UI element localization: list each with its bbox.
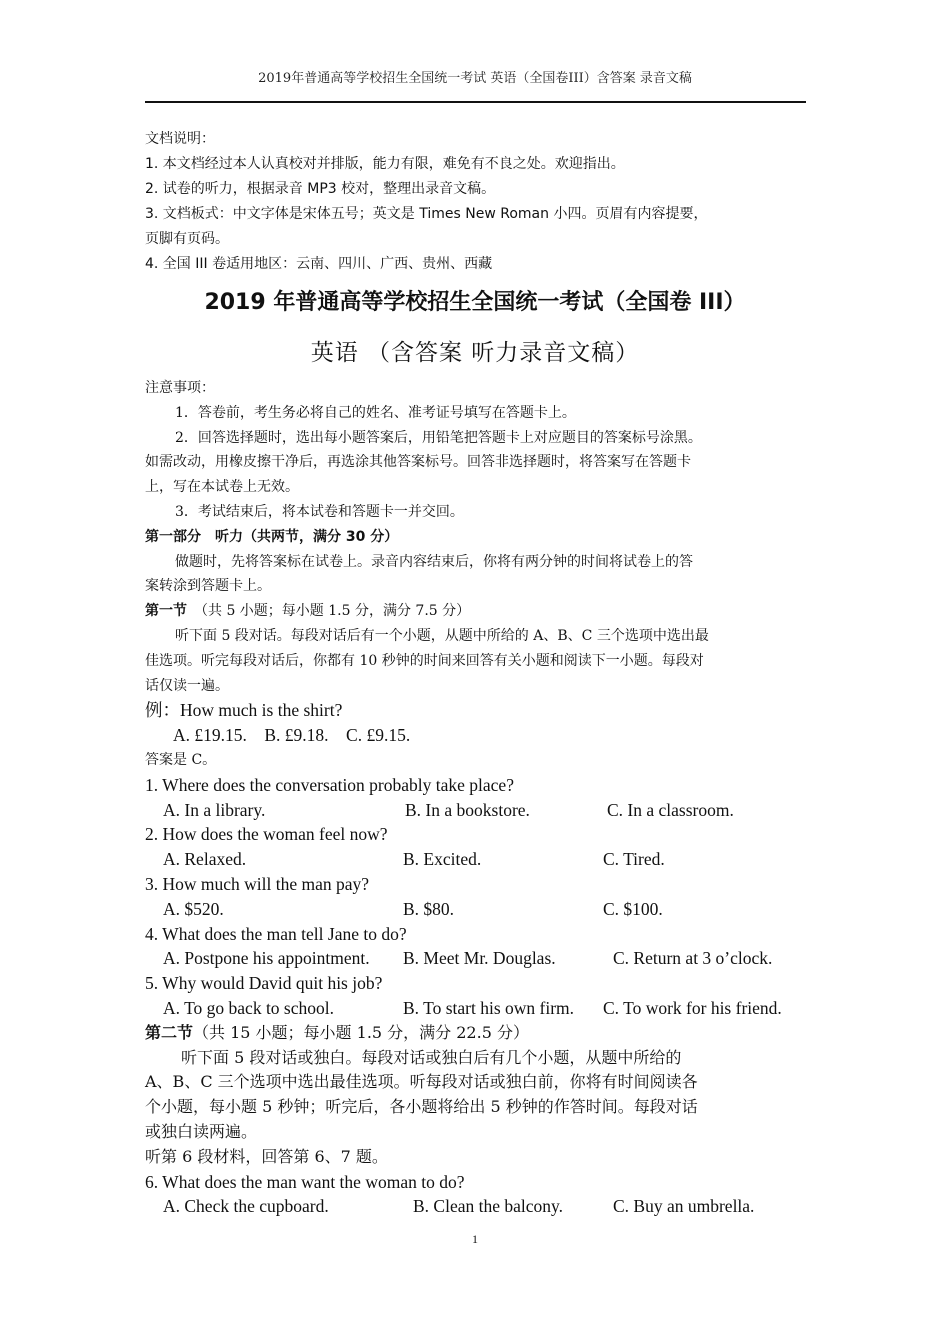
- section2-desc: 听下面 5 段对话或独白。每段对话或独白后有几个小题，从题中所给的: [181, 1047, 682, 1067]
- question-options: [145, 1194, 806, 1219]
- notes-item: 页脚有页码。: [145, 231, 229, 247]
- example-answer: 答案是 C。: [145, 751, 217, 768]
- section2-material: 听第 6 段材料，回答第 6、7 题。: [145, 1146, 388, 1166]
- example-question: 例：How much is the shirt?: [145, 700, 343, 721]
- question-text: 1. Where does the conversation probably take place?: [145, 774, 514, 795]
- option-a: A. $520.: [163, 898, 224, 919]
- document-subtitle: 英语 （含答案 听力录音文稿）: [310, 340, 640, 366]
- notes-item: 2. 试卷的听力，根据录音 MP3 校对，整理出录音文稿。: [145, 181, 496, 197]
- question-text: 2. How does the woman feel now?: [145, 824, 388, 845]
- page-number: 1: [472, 1232, 478, 1246]
- part1-desc: 做题时，先将答案标在试卷上。录音内容结束后，你将有两分钟的时间将试卷上的答: [175, 553, 693, 570]
- section1-desc: 听下面 5 段对话。每段对话后有一个小题，从题中所给的 A、B、C 三个选项中选出最: [175, 627, 709, 644]
- option-a: A. Check the cupboard.: [163, 1196, 329, 1217]
- option-c: C. To work for his friend.: [603, 997, 782, 1018]
- question-text: 6. What does the man want the woman to do?: [145, 1171, 465, 1192]
- section1-heading-note: （共 5 小题；每小题 1.5 分，满分 7.5 分）: [187, 603, 471, 620]
- page-header: 2019年普通高等学校招生全国统一考试 英语（全国卷III）含答案 录音文稿: [258, 71, 692, 86]
- section2-desc: 个小题，每小题 5 秒钟；听完后，各小题将给出 5 秒钟的作答时间。每段对话: [145, 1097, 698, 1117]
- question-text: 4. What does the man tell Jane to do?: [145, 923, 407, 944]
- question-text: 3. How much will the man pay?: [145, 873, 370, 894]
- notes-item: 3. 文档板式：中文字体是宋体五号；英文是 Times New Roman 小四。页眉有内容提要，: [145, 206, 708, 222]
- notes-item: 1. 本文档经过本人认真校对并排版，能力有限，难免有不良之处。欢迎指出。: [145, 156, 625, 172]
- question-options: [145, 798, 806, 823]
- question-options: [145, 996, 806, 1021]
- section2-desc: 或独白读两遍。: [145, 1121, 258, 1141]
- part1-desc: 案转涂到答题卡上。: [145, 578, 271, 595]
- question-text: 5. Why would David quit his job?: [145, 973, 383, 994]
- option-c: C. $100.: [603, 898, 663, 919]
- part1-heading: 第一部分 听力（共两节，满分 30 分）: [145, 528, 399, 545]
- section1-desc: 话仅读一遍。: [145, 677, 229, 694]
- section2-heading-note: （共 15 小题；每小题 1.5 分，满分 22.5 分）: [193, 1022, 529, 1042]
- instruction-line: 2．回答选择题时，选出每小题答案后，用铅笔把答题卡上对应题目的答案标号涂黑。: [175, 429, 702, 446]
- document-notes: [145, 127, 806, 277]
- option-a: A. To go back to school.: [163, 997, 335, 1018]
- section1-heading: 第一节: [145, 603, 187, 620]
- example-options: A. £19.15. B. £9.18. C. £9.15.: [173, 725, 411, 746]
- option-b: B. $80.: [403, 898, 455, 919]
- option-c: C. Return at 3 o’clock.: [613, 948, 773, 969]
- option-b: B. To start his own firm.: [403, 997, 575, 1018]
- question-options: [145, 946, 806, 971]
- section1-heading-line: [145, 599, 806, 624]
- notes-title: 文档说明：: [145, 131, 215, 147]
- question-options: [145, 847, 806, 872]
- instruction-line: 1．答卷前，考生务必将自己的姓名、准考证号填写在答题卡上。: [175, 404, 576, 421]
- option-a: A. Relaxed.: [163, 849, 247, 870]
- instruction-line: 如需改动，用橡皮擦干净后，再选涂其他答案标号。回答非选择题时，将答案写在答题卡: [145, 454, 691, 471]
- option-c: C. Tired.: [603, 849, 665, 870]
- option-b: B. Excited.: [403, 849, 482, 870]
- option-a: A. Postpone his appointment.: [163, 948, 370, 969]
- option-b: B. Clean the balcony.: [413, 1196, 564, 1217]
- option-b: B. Meet Mr. Douglas.: [403, 948, 556, 969]
- option-c: C. Buy an umbrella.: [613, 1196, 755, 1217]
- instruction-line: 上，写在本试卷上无效。: [145, 479, 299, 496]
- section2-heading: 第二节: [145, 1022, 194, 1042]
- instructions-label: 注意事项：: [145, 380, 215, 396]
- document-title: 2019 年普通高等学校招生全国统一考试（全国卷 III）: [204, 290, 746, 315]
- header-divider: [145, 101, 806, 103]
- question-options: [145, 897, 806, 922]
- option-a: A. In a library.: [163, 799, 266, 820]
- option-c: C. In a classroom.: [607, 799, 734, 820]
- instruction-line: 3．考试结束后，将本试卷和答题卡一并交回。: [175, 503, 464, 520]
- document-body: [145, 376, 806, 1219]
- section2-desc: A、B、C 三个选项中选出最佳选项。听每段对话或独白前，你将有时间阅读各: [145, 1072, 698, 1092]
- notes-item: 4. 全国 III 卷适用地区：云南、四川、广西、贵州、西藏: [145, 256, 493, 272]
- section1-desc: 佳选项。听完每段对话后，你都有 10 秒钟的时间来回答有关小题和阅读下一小题。每段对: [145, 652, 704, 669]
- option-b: B. In a bookstore.: [405, 799, 530, 820]
- section2-heading-line: [145, 1021, 806, 1046]
